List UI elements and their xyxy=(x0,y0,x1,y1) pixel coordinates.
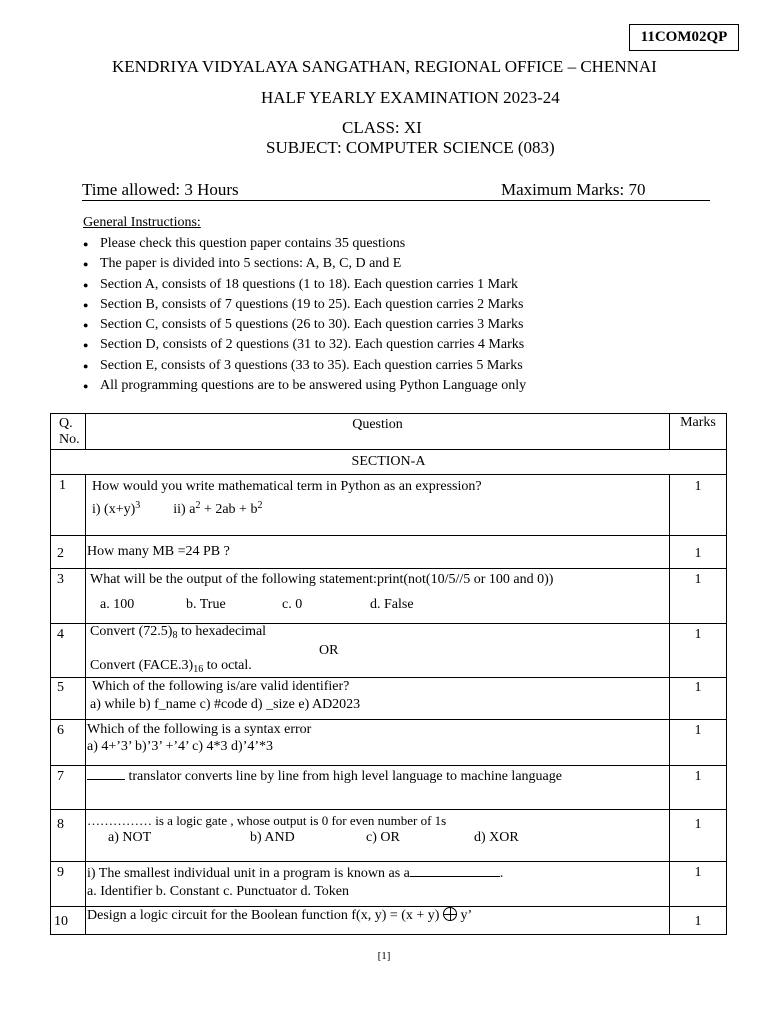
table-row xyxy=(51,907,727,935)
instruction-item: ● All programming questions are to be answered using Python Language only xyxy=(83,376,526,396)
question-table xyxy=(50,413,727,935)
q1-term1-exp: 3 xyxy=(135,500,141,511)
section-row xyxy=(51,450,727,475)
question-text xyxy=(86,475,670,536)
q3-option: a. 100 xyxy=(100,597,135,612)
answer-blank xyxy=(410,864,500,877)
instructions-list xyxy=(83,234,526,396)
table-row xyxy=(51,810,727,862)
question-marks: 1 xyxy=(670,862,727,907)
question-marks: 1 xyxy=(670,536,727,569)
q5-line1: Which of the following is/are valid identifier? xyxy=(92,679,350,694)
q8-option: b) AND xyxy=(250,830,295,845)
instruction-item: ● Section B, consists of 7 questions (19 to 25). Each question carries 2 Marks xyxy=(83,295,526,315)
q9-text-end: . xyxy=(499,866,504,881)
question-marks: 1 xyxy=(670,624,727,678)
q10-text-end: y’ xyxy=(456,908,473,923)
q3-option: c. 0 xyxy=(282,597,303,612)
question-number: 2 xyxy=(51,536,86,569)
time-allowed: Time allowed: 3 Hours xyxy=(82,180,239,199)
q8-options xyxy=(87,829,669,846)
q9-text: i) The smallest individual unit in a program is known as a xyxy=(87,866,410,881)
organization-title: KENDRIYA VIDYALAYA SANGATHAN, REGIONAL OFFICE – CHENNAI xyxy=(112,57,657,76)
q4-part-a-end: to hexadecimal xyxy=(177,624,267,639)
q4-base-b: 16 xyxy=(193,664,204,675)
table-row xyxy=(51,678,727,720)
table-header-row xyxy=(51,414,727,450)
q4-part-b-end: to octal. xyxy=(203,658,252,673)
question-text xyxy=(86,624,670,678)
qno-header xyxy=(51,414,86,450)
q3-option: b. True xyxy=(186,597,226,612)
question-number: 3 xyxy=(51,569,86,624)
table-row xyxy=(51,569,727,624)
q10-text: Design a logic circuit for the Boolean function f(x, y) = (x + y) xyxy=(87,908,443,923)
question-number: 7 xyxy=(51,766,86,810)
paper-code-box: 11COM02QP xyxy=(629,24,739,51)
question-marks: 1 xyxy=(670,678,727,720)
q3-option: d. False xyxy=(370,597,414,612)
question-marks: 1 xyxy=(670,475,727,536)
question-number: 1 xyxy=(51,475,86,536)
q8-option: c) OR xyxy=(366,830,400,845)
q8-option: a) NOT xyxy=(108,830,152,845)
q4-part-a: Convert (72.5) xyxy=(90,624,173,639)
q7-text: translator converts line by line from high level language to machine language xyxy=(125,769,562,784)
question-text xyxy=(86,907,670,935)
table-row xyxy=(51,862,727,907)
table-row xyxy=(51,536,727,569)
table-row xyxy=(51,475,727,536)
instruction-item: ● The paper is divided into 5 sections: A, B, C, D and E xyxy=(83,254,526,274)
question-number: 5 xyxy=(51,678,86,720)
instruction-item: ● Section E, consists of 3 questions (33 to 35). Each question carries 5 Marks xyxy=(83,356,526,376)
q6-line1: Which of the following is a syntax error xyxy=(87,722,312,737)
q1-term2-exp2: 2 xyxy=(257,500,263,511)
marks-header: Marks xyxy=(670,414,727,450)
subject-title: SUBJECT: COMPUTER SCIENCE (083) xyxy=(266,138,555,157)
question-text xyxy=(86,569,670,624)
question-marks: 1 xyxy=(670,907,727,935)
question-number: 4 xyxy=(51,624,86,678)
instruction-item: ● Section D, consists of 2 questions (31 to 32). Each question carries 4 Marks xyxy=(83,335,526,355)
question-number: 8 xyxy=(51,810,86,862)
q4-base-a: 8 xyxy=(172,630,178,641)
question-text xyxy=(86,678,670,720)
question-text xyxy=(86,862,670,907)
xor-symbol-icon xyxy=(443,907,457,921)
question-number: 10 xyxy=(51,907,86,935)
instructions-title: General Instructions: xyxy=(83,215,201,230)
q9-line2: a. Identifier b. Constant c. Punctuator d. Token xyxy=(87,884,349,899)
question-header: Question xyxy=(86,414,670,450)
question-text xyxy=(86,810,670,862)
page-number: [1] xyxy=(377,950,391,962)
class-title: CLASS: XI xyxy=(342,118,422,137)
q1-term2: ii) a xyxy=(173,502,196,517)
qno-header-line1: Q. xyxy=(59,416,73,431)
q1-line1: How would you write mathematical term in Python as an expression? xyxy=(92,479,482,494)
instruction-item: ● Section A, consists of 18 questions (1 to 18). Each question carries 1 Mark xyxy=(83,275,526,295)
q8-line1: …………… is a logic gate , whose output is 0 for even number of 1s xyxy=(87,813,447,828)
q8-option: d) XOR xyxy=(474,830,519,845)
question-marks: 1 xyxy=(670,720,727,766)
table-row xyxy=(51,766,727,810)
q5-line2: a) while b) f_name c) #code d) _size e) AD2023 xyxy=(90,697,361,712)
time-marks-row xyxy=(82,180,710,201)
question-text: How many MB =24 PB ? xyxy=(86,536,670,569)
q1-term1: i) (x+y) xyxy=(92,502,136,517)
q6-line2: a) 4+’3’ b)’3’ +’4’ c) 4*3 d)’4’*3 xyxy=(87,739,274,754)
section-a-heading: SECTION-A xyxy=(51,450,727,475)
question-marks: 1 xyxy=(670,569,727,624)
q4-line3 xyxy=(90,658,669,677)
question-marks: 1 xyxy=(670,766,727,810)
q3-options xyxy=(90,596,669,614)
q4-or: OR xyxy=(319,643,339,658)
question-text xyxy=(86,766,670,810)
question-marks: 1 xyxy=(670,810,727,862)
question-number: 9 xyxy=(51,862,86,907)
exam-title: HALF YEARLY EXAMINATION 2023-24 xyxy=(261,88,560,107)
instruction-item: ● Please check this question paper contains 35 questions xyxy=(83,234,526,254)
table-row xyxy=(51,624,727,678)
maximum-marks: Maximum Marks: 70 xyxy=(501,180,646,199)
table-row xyxy=(51,720,727,766)
q1-line2 xyxy=(92,496,669,519)
q4-part-b: Convert (FACE.3) xyxy=(90,658,194,673)
q1-term2-exp: 2 xyxy=(195,500,201,511)
q3-line1: What will be the output of the following statement:print(not(10/5//5 or 100 and 0)) xyxy=(90,572,554,587)
q9-line1 xyxy=(87,864,669,883)
instruction-item: ● Section C, consists of 5 questions (26 to 30). Each question carries 3 Marks xyxy=(83,315,526,335)
question-text xyxy=(86,720,670,766)
question-number: 6 xyxy=(51,720,86,766)
q4-line1 xyxy=(90,624,669,643)
qno-header-line2: No. xyxy=(59,432,80,447)
answer-blank xyxy=(87,767,125,780)
q1-term2-rest: + 2ab + b xyxy=(200,502,258,517)
